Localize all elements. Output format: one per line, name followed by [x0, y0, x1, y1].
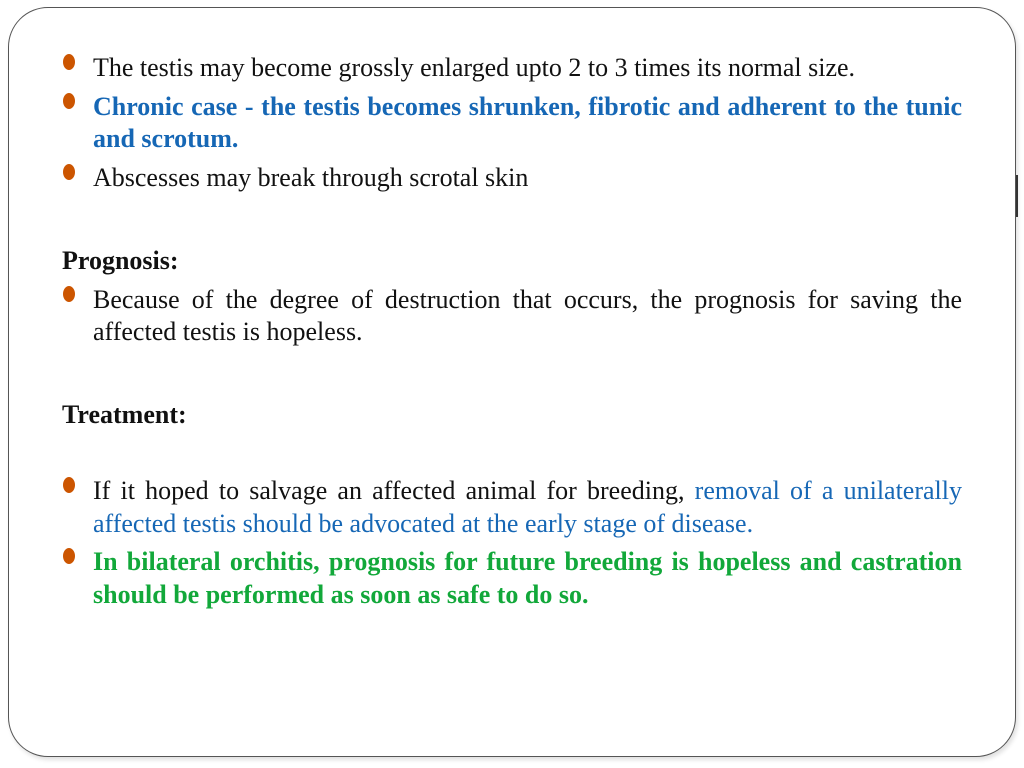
- bullet-text: Chronic case - the testis becomes shrunken, fibrotic and adherent to the tunic and scrotum.: [93, 91, 962, 153]
- bullet-dot-icon: [63, 548, 75, 564]
- bullet-text-plain: If it hoped to salvage an affected animal for breeding,: [93, 476, 695, 505]
- spacer: [62, 355, 962, 399]
- treatment-heading: Treatment:: [62, 399, 187, 429]
- prognosis-heading: Prognosis:: [62, 246, 179, 275]
- bullet-text-highlight: removal of a unilaterally affected testis should be advocated at the early stage of disease.: [93, 476, 962, 538]
- frame-edge-accent: [1016, 175, 1018, 217]
- bullet-item: [62, 546, 962, 611]
- bullet-item: [62, 162, 962, 195]
- spacer: [62, 200, 962, 245]
- bullet-dot-icon: [63, 54, 75, 70]
- bullet-text: Abscesses may break through scrotal skin: [93, 162, 529, 192]
- bullet-item: [62, 52, 962, 85]
- bullet-item: [62, 475, 962, 540]
- bullet-text: Because of the degree of destruction that occurs, the prognosis for saving the affected testis is hopeless.: [93, 284, 962, 346]
- bullet-text: The testis may become grossly enlarged upto 2 to 3 times its normal size.: [93, 53, 856, 82]
- spacer: [62, 437, 962, 475]
- bullet-dot-icon: [63, 93, 75, 109]
- bullet-item: [62, 284, 962, 349]
- bullet-item: [62, 91, 962, 156]
- bullet-dot-icon: [63, 286, 75, 302]
- bullet-dot-icon: [63, 477, 75, 493]
- bullet-text: In bilateral orchitis, prognosis for future breeding is hopeless and castration should be performed as soon as safe to do so.: [93, 547, 962, 609]
- slide-content: [62, 52, 962, 617]
- bullet-dot-icon: [63, 164, 75, 180]
